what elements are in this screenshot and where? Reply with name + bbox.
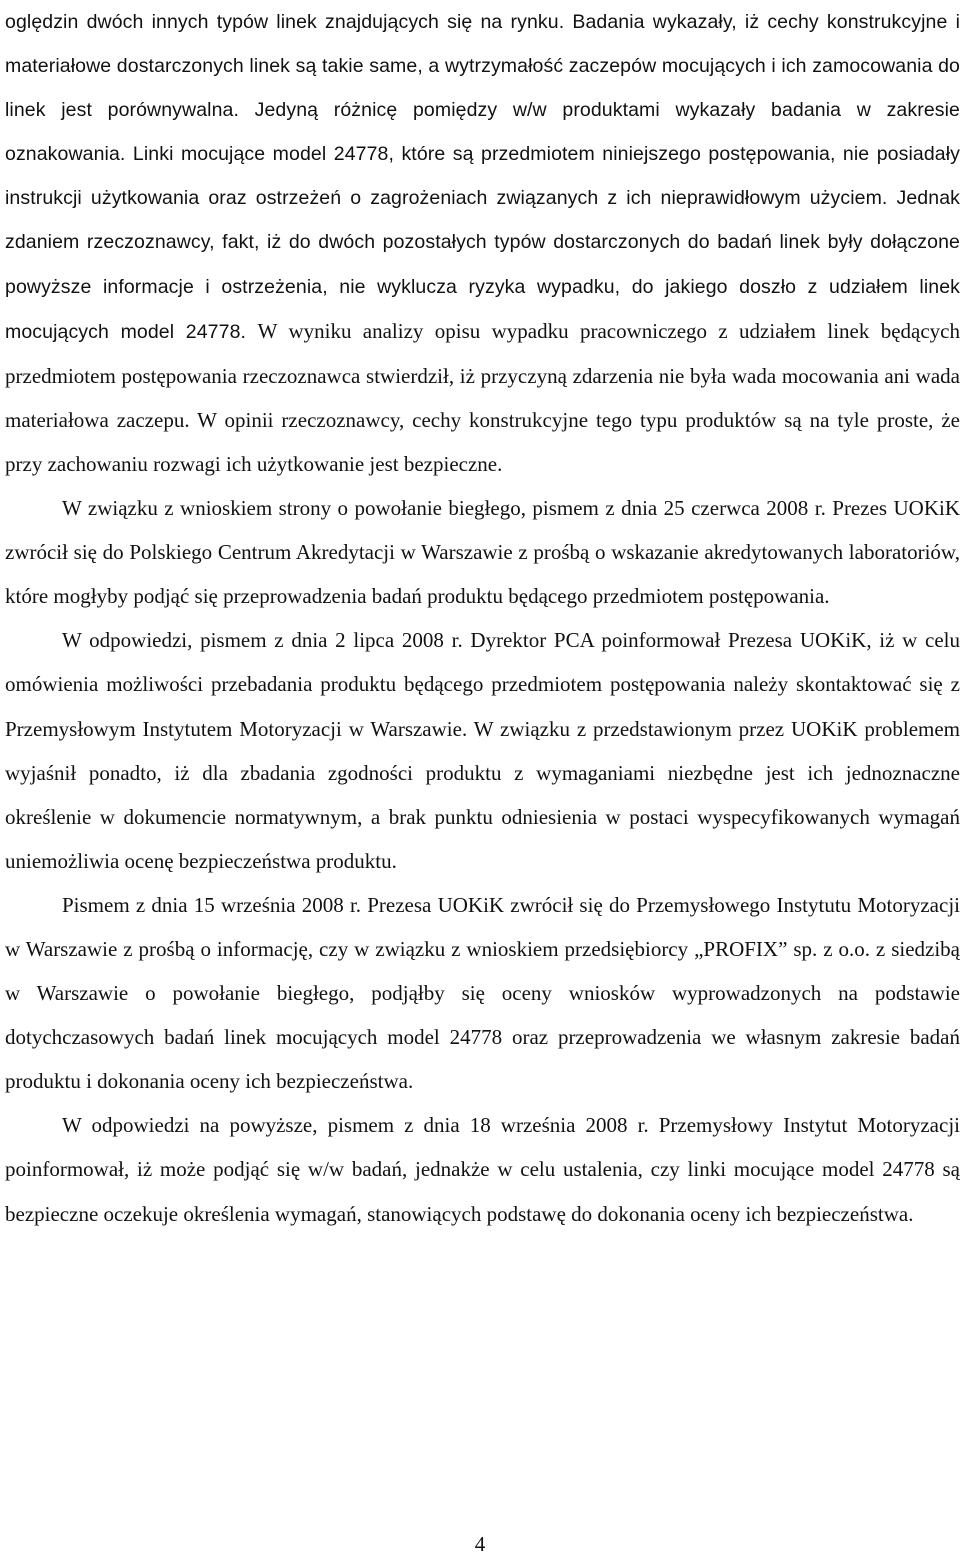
paragraph-5-text: W odpowiedzi na powyższe, pismem z dnia 18 września 2008 r. Przemysłowy Instytut Motoryzacji poinformował, iż może podjąć się w/w badań, jednakże w celu ustalenia, czy linki mocujące model 24778 są bezpieczne oczekuje określenia wymagań, stanowiących podstawę do dokonania oceny ich bezpieczeństwa. (5, 1113, 960, 1226)
document-page (5, 0, 960, 1236)
paragraph-1-part-2: W wyniku analizy opisu wypadku pracowniczego z udziałem linek będących przedmiotem postępowania rzeczoznawca stwierdził, iż przyczyną zdarzenia nie była wada mocowania ani wada materiałowa zaczepu. W opinii rzeczoznawcy, cechy konstrukcyjne tego typu produktów są na tyle proste, że przy zachowaniu rozwagi ich użytkowanie jest bezpieczne. (5, 318, 960, 476)
paragraph-5 (5, 1103, 960, 1235)
paragraph-2-text: W związku z wnioskiem strony o powołanie biegłego, pismem z dnia 25 czerwca 2008 r. Prezes UOKiK zwrócił się do Polskiego Centrum Akredytacji w Warszawie z prośbą o wskazanie akredytowanych laboratoriów, które mogłyby podjąć się przeprowadzenia badań produktu będącego przedmiotem postępowania. (5, 496, 960, 609)
paragraph-1 (5, 0, 960, 486)
paragraph-3 (5, 618, 960, 883)
paragraph-1-part-1: oględzin dwóch innych typów linek znajdujących się na rynku. Badania wykazały, iż cechy konstrukcyjne i materiałowe dostarczonych linek są takie same, a wytrzymałość zaczepów mocujących i ich zamocowania do linek jest porównywalna. Jedyną różnicę pomiędzy w/w produktami wykazały badania w zakresie oznakowania. Linki mocujące model 24778, które są przedmiotem niniejszego postępowania, nie posiadały instrukcji użytkowania oraz ostrzeżeń o zagrożeniach związanych z ich nieprawidłowym użyciem. Jednak zdaniem rzeczoznawcy, fakt, iż do dwóch pozostałych typów dostarczonych do badań linek były dołączone powyższe informacje i ostrzeżenia, nie wyklucza ryzyka wypadku, do jakiego doszło z udziałem linek mocujących model 24778. (5, 11, 960, 343)
page-number: 4 (474, 1532, 486, 1556)
paragraph-3-text: W odpowiedzi, pismem z dnia 2 lipca 2008 r. Dyrektor PCA poinformował Prezesa UOKiK, iż w celu omówienia możliwości przebadania produktu będącego przedmiotem postępowania należy skontaktować się z Przemysłowym Instytutem Motoryzacji w Warszawie. W związku z przedstawionym przez UOKiK problemem wyjaśnił ponadto, iż dla zbadania zgodności produktu z wymaganiami niezbędne jest ich jednoznaczne określenie w dokumencie normatywnym, a brak punktu odniesienia w postaci wyspecyfikowanych wymagań uniemożliwia ocenę bezpieczeństwa produktu. (5, 628, 960, 873)
paragraph-4-text: Pismem z dnia 15 września 2008 r. Prezesa UOKiK zwrócił się do Przemysłowego Instytutu Motoryzacji w Warszawie z prośbą o informację, czy w związku z wnioskiem przedsiębiorcy „PROFIX” sp. z o.o. z siedzibą w Warszawie o powołanie biegłego, podjąłby się oceny wniosków wyprowadzonych na podstawie dotychczasowych badań linek mocujących model 24778 oraz przeprowadzenia we własnym zakresie badań produktu i dokonania oceny ich bezpieczeństwa. (5, 892, 960, 1094)
paragraph-4 (5, 883, 960, 1103)
paragraph-2 (5, 486, 960, 618)
